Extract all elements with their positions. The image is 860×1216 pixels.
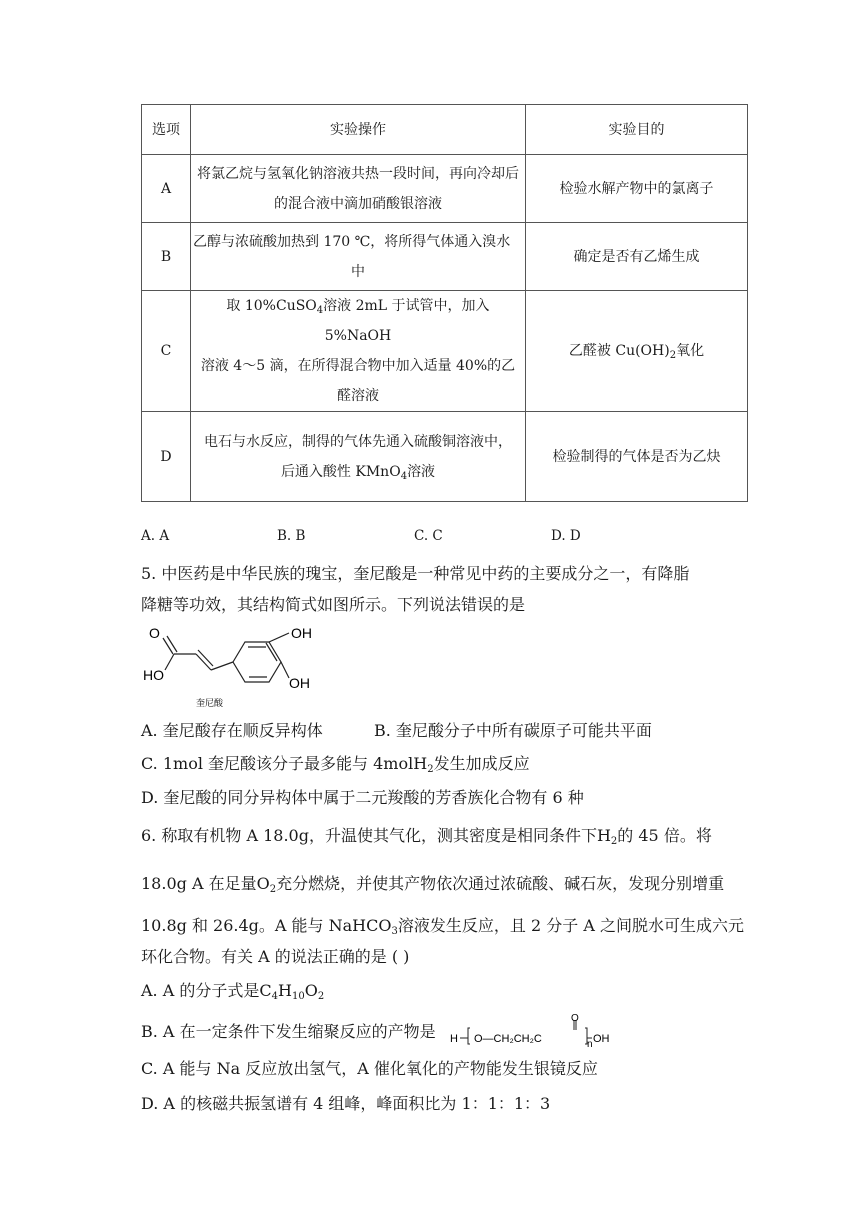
row-purpose <box>526 291 748 412</box>
header-option: 选项 <box>142 105 191 155</box>
subscript: 2 <box>269 884 277 895</box>
subscript: 10 <box>291 991 305 1002</box>
oh-label: OH <box>289 675 310 691</box>
q4-option-d[interactable]: D. D <box>551 528 581 544</box>
row-operation: 将氯乙烷与氢氧化钠溶液共热一段时间，再向冷却后的混合液中滴加硝酸银溶液 <box>191 155 526 223</box>
subscript: 2 <box>427 764 434 775</box>
op-text: 取 10%CuSO <box>226 298 317 314</box>
row-operation <box>191 291 526 412</box>
row-purpose: 检验制得的气体是否为乙炔 <box>526 412 748 502</box>
q5-stem-line: 降糖等功效，其结构简式如图所示。下列说法错误的是 <box>141 595 526 614</box>
q6-stem-line: 环化合物。有关 A 的说法正确的是 ( ) <box>141 947 410 966</box>
stem-text: 6. 称取有机物 A 18.0g，升温使其气化，测其密度是相同条件下H <box>141 826 611 845</box>
q6-option-d[interactable]: D. A 的核磁共振氢谱有 4 组峰，峰面积比为 1：1：1：3 <box>141 1094 551 1113</box>
op-line: 乙醇与浓硫酸加热到 170 ℃，将所得气体通入溴水 <box>193 233 511 250</box>
table-row <box>142 155 748 223</box>
row-operation <box>191 412 526 502</box>
subscript: 4 <box>271 991 278 1002</box>
row-option: B <box>142 223 191 291</box>
subscript: 2 <box>610 836 618 847</box>
q6-stem-line <box>141 823 712 846</box>
table-header-row <box>142 105 748 155</box>
op-line: 溶液 4～5 滴，在所得混合物中加入适量 40%的乙 <box>200 358 516 374</box>
table-row <box>142 223 748 291</box>
option-text: 发生加成反应 <box>433 754 530 773</box>
option-text: O <box>304 981 318 1000</box>
stem-text: 18.0g A 在足量O <box>141 874 270 893</box>
q6-stem-line <box>141 871 724 894</box>
op-text: 溶液 <box>407 463 436 480</box>
table-row <box>142 412 748 502</box>
row-purpose: 确定是否有乙烯生成 <box>526 223 748 291</box>
oh-label: OH <box>291 625 312 641</box>
subscript: 3 <box>391 926 398 937</box>
option-text: C. 1mol 奎尼酸该分子最多能与 4molH <box>141 754 428 773</box>
table-row <box>142 291 748 412</box>
header-purpose: 实验目的 <box>526 105 748 155</box>
subscript: 4 <box>400 470 408 482</box>
q4-option-a[interactable]: A. A <box>141 528 170 544</box>
q6-option-b[interactable] <box>141 1019 436 1042</box>
polymer-oh: OH <box>593 1033 610 1045</box>
option-text: H <box>278 981 292 1000</box>
op-line: 醛溶液 <box>337 388 379 404</box>
q4-option-c[interactable]: C. C <box>414 528 443 544</box>
ho-label: HO <box>143 667 164 683</box>
polymer-structure <box>450 1014 610 1048</box>
stem-text: 10.8g 和 26.4g。A 能与 NaHCO <box>141 916 392 935</box>
q6-stem-line <box>141 913 744 936</box>
row-option: D <box>142 412 191 502</box>
q6-option-a[interactable] <box>141 978 324 1001</box>
purpose-text: 氧化 <box>676 343 705 359</box>
op-line: 电石与水反应，制得的气体先通入硫酸铜溶液中， <box>204 433 512 450</box>
stem-text: 的 45 倍。将 <box>617 826 712 845</box>
row-option: C <box>142 291 191 412</box>
q5-option-c[interactable] <box>141 751 530 774</box>
op-text: 后通入酸性 KMnO <box>280 463 401 480</box>
option-text: A. A 的分子式是C <box>141 981 272 1000</box>
row-purpose: 检验水解产物中的氯离子 <box>526 155 748 223</box>
experiment-table <box>141 104 748 502</box>
polymer-carbonyl-o: O <box>571 1014 579 1024</box>
op-line <box>193 291 523 351</box>
q4-option-b[interactable]: B. B <box>277 528 306 544</box>
q5-option-d[interactable]: D. 奎尼酸的同分异构体中属于二元羧酸的芳香族化合物有 6 种 <box>141 788 584 807</box>
subscript: 2 <box>317 991 325 1002</box>
subscript: 4 <box>316 305 324 316</box>
option-text: B. A 在一定条件下发生缩聚反应的产物是 <box>141 1022 436 1041</box>
polymer-body: O—CH₂CH₂C <box>474 1033 542 1045</box>
oxygen-label: O <box>149 625 160 641</box>
header-operation: 实验操作 <box>191 105 526 155</box>
polymer-h: H <box>450 1033 458 1045</box>
op-line <box>193 457 523 487</box>
purpose-text: 乙醛被 Cu(OH) <box>568 343 670 359</box>
row-operation <box>191 223 526 291</box>
polymer-n: n <box>587 1039 593 1048</box>
op-text: 溶液 2mL 于试管中，加入 5%NaOH <box>323 298 490 344</box>
row-option: A <box>142 155 191 223</box>
stem-text: 充分燃烧，并使其产物依次通过浓硫酸、碱石灰，发现分别增重 <box>276 874 725 893</box>
op-line: 中 <box>351 263 365 280</box>
structure-name: 奎尼酸 <box>196 699 224 709</box>
q5-option-b[interactable]: B. 奎尼酸分子中所有碳原子可能共平面 <box>374 721 652 740</box>
subscript: 2 <box>669 350 677 361</box>
q5-option-a[interactable]: A. 奎尼酸存在顺反异构体 <box>141 721 323 740</box>
q6-option-c[interactable]: C. A 能与 Na 反应放出氢气，A 催化氧化的产物能发生银镜反应 <box>141 1059 598 1078</box>
stem-text: 溶液发生反应，且 2 分子 A 之间脱水可生成六元 <box>397 916 744 935</box>
q5-stem-line: 5. 中医药是中华民族的瑰宝，奎尼酸是一种常见中药的主要成分之一，有降脂 <box>141 564 690 583</box>
quinic-acid-structure <box>141 618 331 710</box>
